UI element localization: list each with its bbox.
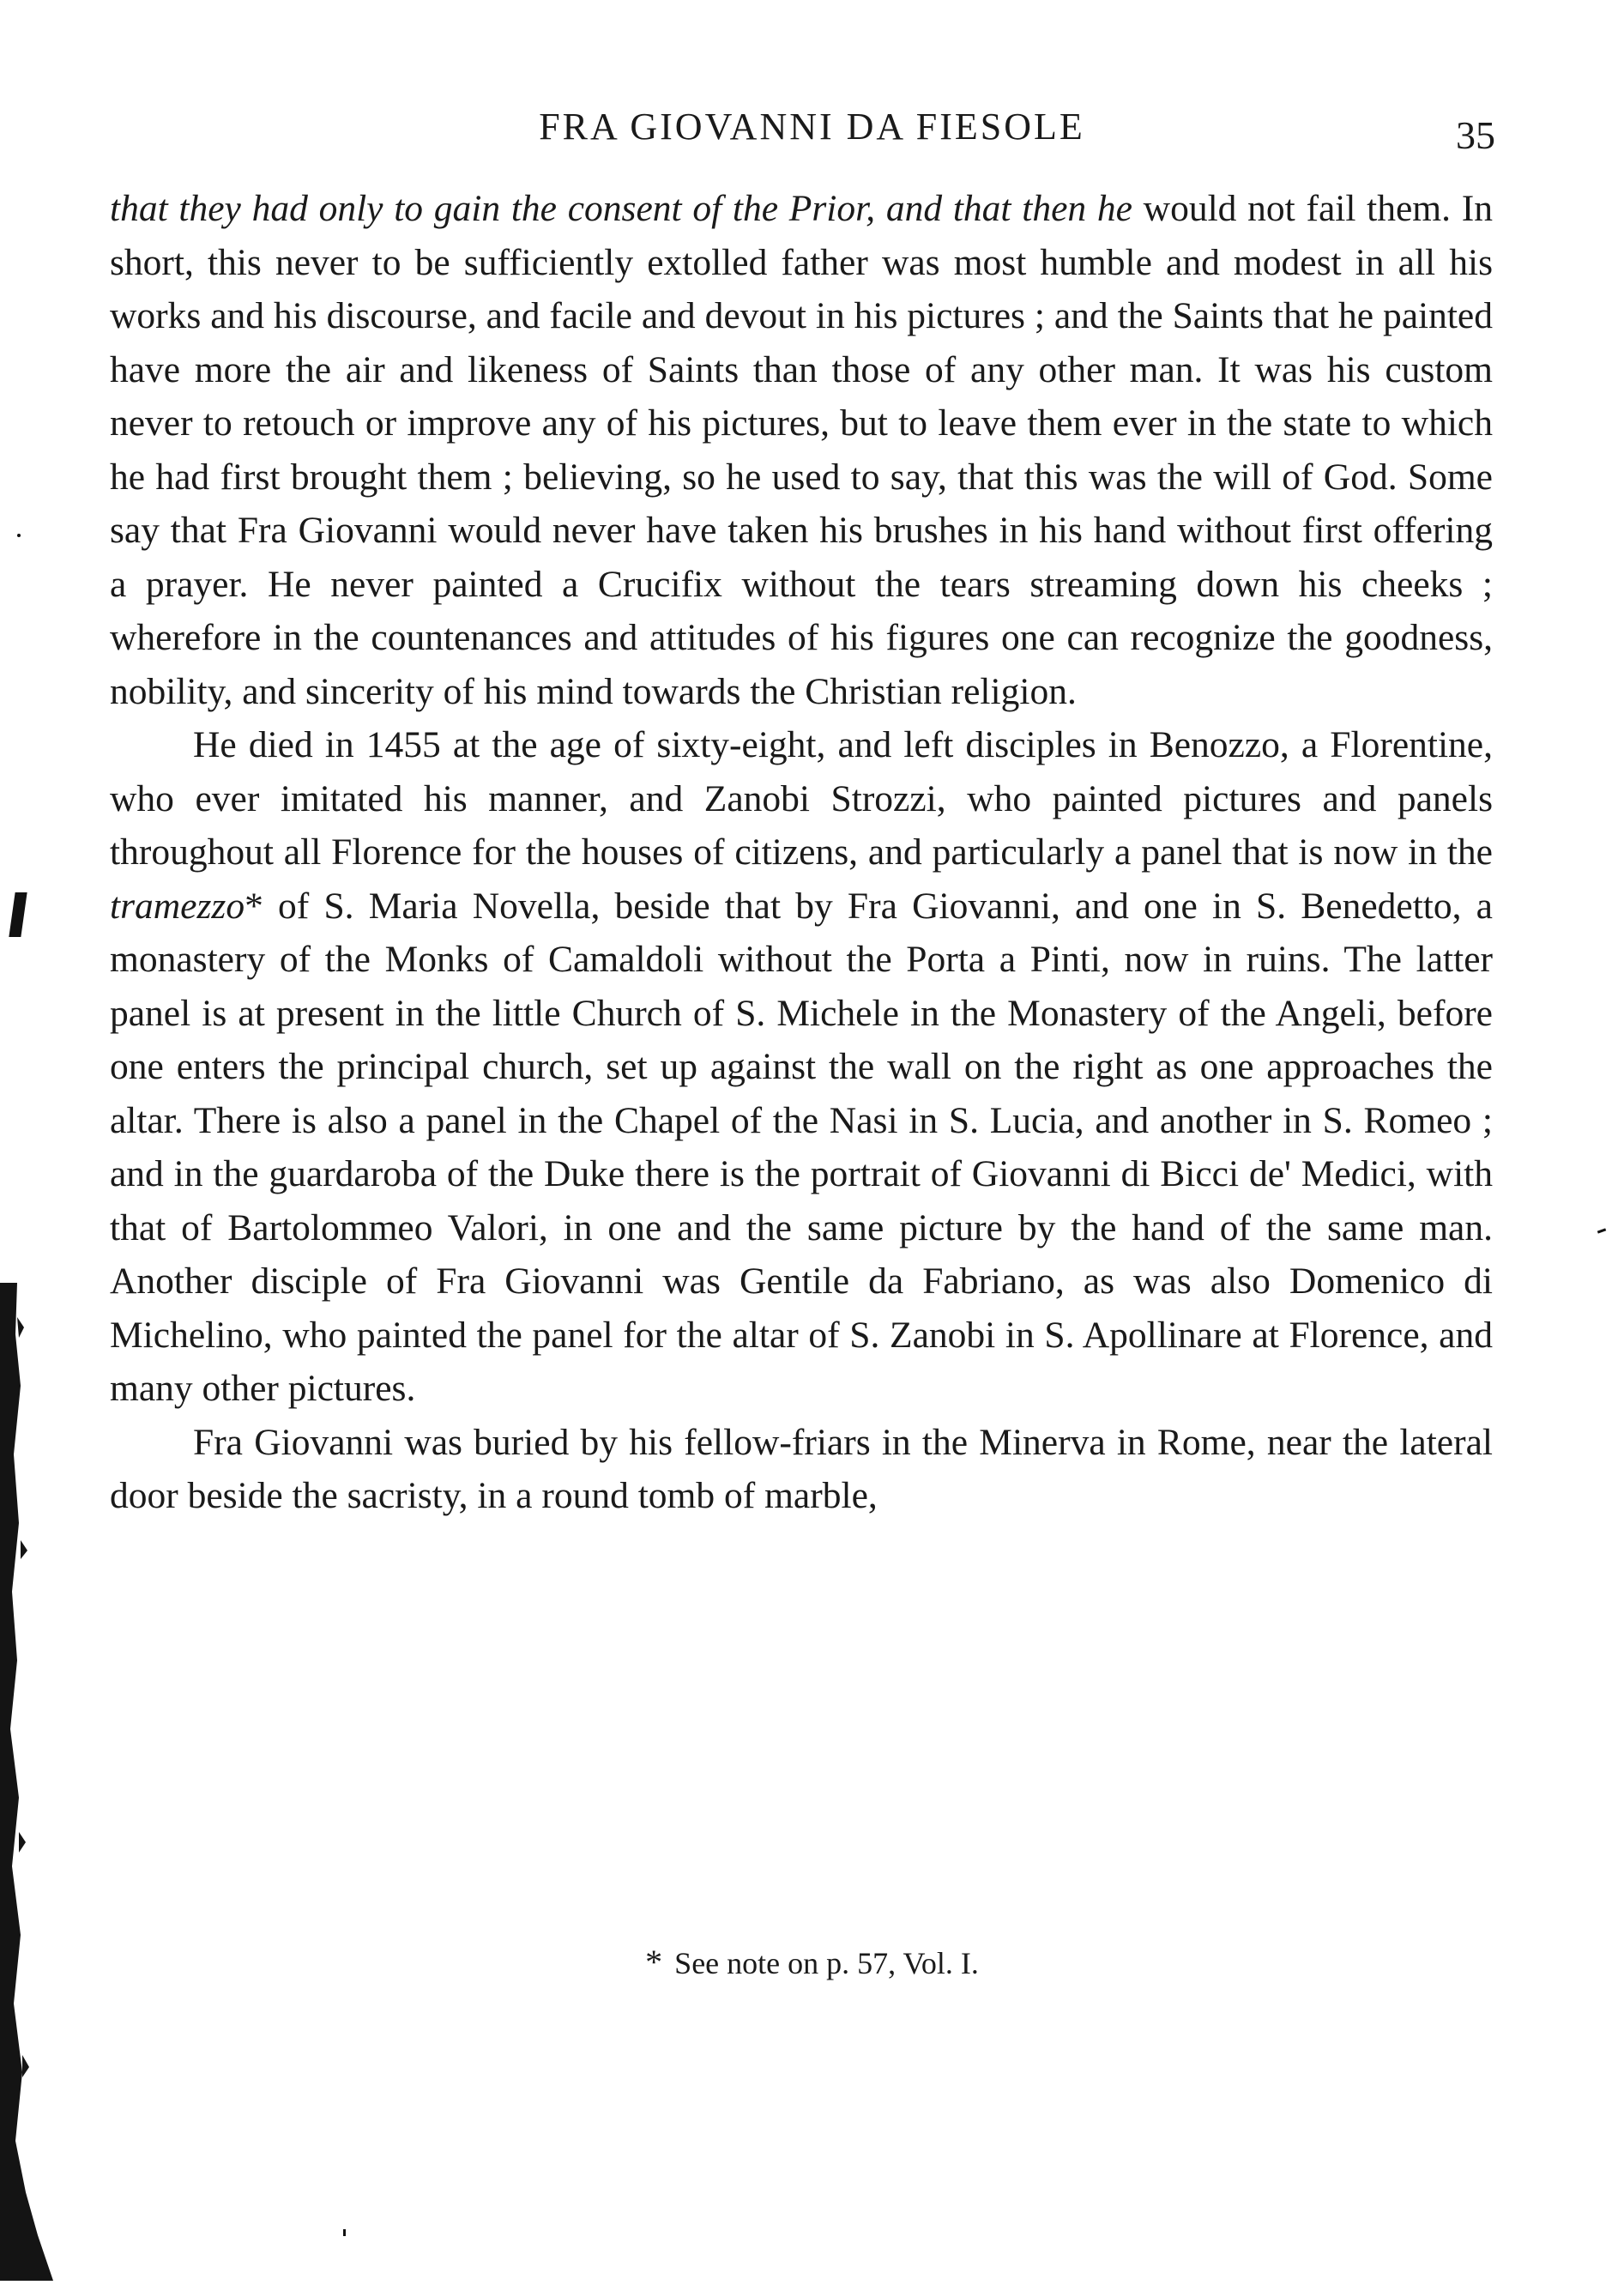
footnote [0, 1941, 1624, 1985]
paragraph-2-text-before: He died in 1455 at the age of sixty-eight, and left disciples in Benozzo, a Florentine, who ever imitated his manner, and Zanobi Strozzi, who painted pictures and panels throughout all Florence for the houses of citizens, and particularly a panel that is now in the [110, 724, 1493, 873]
running-header [0, 101, 1624, 157]
paragraph-1-italic-opening: that they had only to gain the consent of the Prior, and that then he [110, 188, 1132, 229]
margin-speck [1597, 1228, 1606, 1233]
running-title: FRA GIOVANNI DA FIESOLE [539, 106, 1085, 148]
paragraph-2-text-after: * of S. Maria Novella, beside that by Fra Giovanni, and one in S. Benedetto, a monastery of the Monks of Camaldoli without the Porta a Pinti, now in ruins. The latter panel is at present in the little Church of S. Michele in the Monastery of the Angeli, before one enters the principal church, set up against the wall on the right as one approaches the altar. There is also a panel in the Chapel of the Nasi in S. Lucia, and another in S. Romeo ; and in the guardaroba of the Duke there is the portrait of Giovanni di Bicci de' Medici, with that of Bartolommeo Valori, in one and the same picture by the hand of the same man. Another disciple of Fra Giovanni was Gentile da Fabriano, as was also Domenico di Michelino, who painted the panel for the altar of S. Zanobi in S. Apollinare at Florence, and many other pictures. [110, 885, 1493, 1409]
paragraph-2-italic-word: tramezzo [110, 885, 245, 927]
binding-shadow [0, 1283, 53, 2281]
main-text [110, 182, 1493, 1523]
binding-shadow-graphic [0, 1283, 53, 2281]
margin-speck [17, 534, 21, 537]
footnote-text: See note on p. 57, Vol. I. [674, 1946, 979, 1980]
paragraph-3-text: Fra Giovanni was buried by his fellow-friars in the Minerva in Rome, near the lateral door beside the sacristy, in a round tomb of marble, [110, 1421, 1493, 1516]
footnote-marker: * [645, 1943, 663, 1981]
page-number: 35 [1456, 113, 1495, 157]
paragraph-1 [110, 182, 1493, 718]
margin-speck [343, 2229, 346, 2236]
paragraph-3 [110, 1416, 1493, 1523]
margin-mark [9, 892, 27, 937]
paragraph-1-text: would not fail them. In short, this never to be sufficiently extolled father was most humble and modest in all his works and his discourse, and facile and devout in his pictures ; and the Saints that he painted have more the air and likeness of Saints than those of any other man. It was his custom never to retouch or improve any of his pictures, but to leave them ever in the state to which he had first brought them ; believing, so he used to say, that this was the will of God. Some say that Fra Giovanni would never have taken his brushes in his hand without first offering a prayer. He never painted a Crucifix without the tears streaming down his cheeks ; wherefore in the countenances and attitudes of his figures one can recognize the goodness, nobility, and sincerity of his mind towards the Christian religion. [110, 188, 1493, 712]
paragraph-2 [110, 718, 1493, 1416]
